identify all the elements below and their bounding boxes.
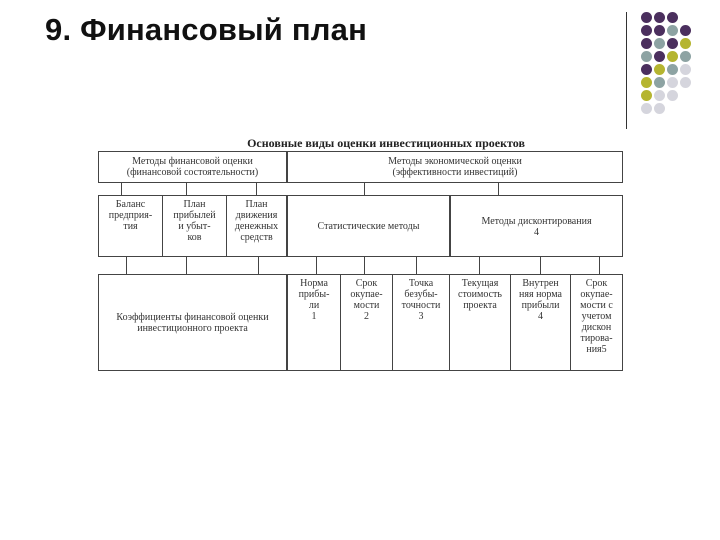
indicator-break-even-point: Точка безубы- точности 3 <box>401 278 441 322</box>
indicator-payback-period: Срок окупае- мости 2 <box>350 278 383 322</box>
decor-dot <box>680 64 691 75</box>
decor-dot <box>680 25 691 36</box>
decor-dot <box>654 77 665 88</box>
decor-dot <box>667 51 678 62</box>
statistical-methods-text: Статистические методы <box>317 221 420 232</box>
decor-dot <box>654 25 665 36</box>
decor-dot <box>654 64 665 75</box>
decor-dot <box>667 12 678 23</box>
financial-item-profit-loss: План прибылей и убыт- ков <box>173 199 216 243</box>
discounting-methods-box <box>450 195 623 257</box>
indicator-profit-rate: Норма прибы- ли 1 <box>298 278 330 322</box>
connector <box>186 257 187 274</box>
economic-methods-header <box>287 151 623 183</box>
decor-dot <box>641 90 652 101</box>
financial-methods-header-text: Методы финансовой оценки (финансовой состоятельности) <box>126 156 259 178</box>
decor-dot <box>641 77 652 88</box>
decor-dot <box>667 90 678 101</box>
discounting-methods-text: Методы дисконтирования 4 <box>481 216 592 238</box>
indicator-internal-rate: Внутрен няя норма прибыли 4 <box>519 278 562 322</box>
connector <box>540 257 541 274</box>
scheme-title: Основные виды оценки инвестиционных проектов <box>247 136 525 150</box>
financial-methods-header <box>98 151 287 183</box>
statistical-methods-box <box>287 195 450 257</box>
decor-dot <box>654 90 665 101</box>
decor-dot <box>667 25 678 36</box>
connector <box>186 183 187 195</box>
connector <box>121 183 122 195</box>
decor-divider-line <box>626 12 627 129</box>
financial-item-cash-flow: План движения денежных средств <box>234 199 279 243</box>
connector <box>479 257 480 274</box>
connector <box>599 257 600 274</box>
decor-dot <box>680 38 691 49</box>
decor-dot <box>654 12 665 23</box>
connector <box>126 257 127 274</box>
coefficients-text: Коэффициенты финансовой оценки инвестиционного проекта <box>116 312 269 334</box>
decor-dot <box>680 77 691 88</box>
decor-dot <box>654 51 665 62</box>
decor-dot <box>654 103 665 114</box>
slide-title: 9. Финансовый план <box>45 12 368 47</box>
connector <box>364 257 365 274</box>
indicator-discounted-payback: Срок окупае- мости с учетом дискон тирова- ния5 <box>580 278 613 355</box>
decor-dot <box>654 38 665 49</box>
decor-dot <box>641 51 652 62</box>
decor-dot <box>641 64 652 75</box>
decor-dot <box>641 12 652 23</box>
connector <box>498 183 499 195</box>
coefficients-box <box>98 274 287 371</box>
indicators-row <box>287 274 623 371</box>
decor-dot <box>641 103 652 114</box>
decor-dot <box>680 51 691 62</box>
economic-methods-header-text: Методы экономической оценки (эффективности инвестиций) <box>388 156 522 178</box>
decor-dot <box>641 25 652 36</box>
decor-dot <box>667 38 678 49</box>
investment-evaluation-scheme <box>96 136 626 376</box>
indicator-present-value: Текущая стоимость проекта <box>458 278 502 311</box>
connector <box>256 183 257 195</box>
financial-item-balance: Баланс предприя- тия <box>108 199 153 232</box>
decor-dot <box>667 77 678 88</box>
connector <box>316 257 317 274</box>
connector <box>364 183 365 195</box>
financial-items-row <box>98 195 287 257</box>
decor-dot <box>641 38 652 49</box>
connector <box>416 257 417 274</box>
connector <box>258 257 259 274</box>
decor-dot <box>667 64 678 75</box>
